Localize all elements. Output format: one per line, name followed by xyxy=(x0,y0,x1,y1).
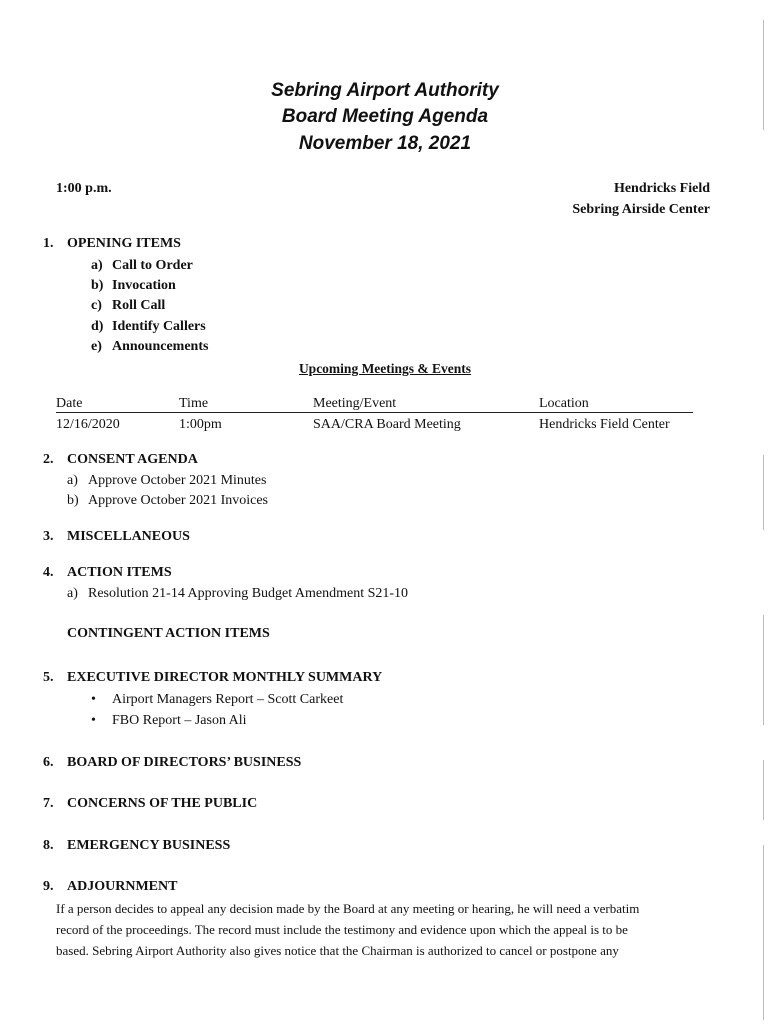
events-heading: Upcoming Meetings & Events xyxy=(298,361,472,376)
list-item-letter: b) xyxy=(91,278,104,293)
events-cell-location: Hendricks Field Center xyxy=(539,417,670,432)
section-8-title: EMERGENCY BUSINESS xyxy=(67,838,231,853)
list-item-letter: b) xyxy=(67,493,79,508)
section-5-number: 5. xyxy=(43,670,54,685)
list-item-letter: a) xyxy=(91,258,103,273)
location-line-2: Sebring Airside Center xyxy=(572,202,710,217)
section-1-number: 1. xyxy=(43,236,54,251)
events-header-rule xyxy=(56,412,693,413)
organization-title: Sebring Airport Authority xyxy=(271,80,499,101)
list-item: FBO Report – Jason Ali xyxy=(112,713,247,728)
scan-edge-mark xyxy=(763,845,764,1020)
list-item: Invocation xyxy=(112,278,176,293)
section-2-number: 2. xyxy=(43,452,54,467)
section-8-number: 8. xyxy=(43,838,54,853)
contingent-action-items-heading: CONTINGENT ACTION ITEMS xyxy=(67,626,270,641)
list-item-letter: c) xyxy=(91,298,102,313)
events-cell-date: 12/16/2020 xyxy=(56,417,120,432)
section-9-title: ADJOURNMENT xyxy=(67,879,178,894)
section-7-title: CONCERNS OF THE PUBLIC xyxy=(67,796,258,811)
scan-edge-mark xyxy=(763,615,764,725)
appeal-notice-line-2: record of the proceedings. The record must include the testimony and evidence upon which the appeal is to be xyxy=(56,922,628,937)
list-item: Airport Managers Report – Scott Carkeet xyxy=(112,692,344,707)
events-column-date: Date xyxy=(56,396,83,411)
section-9-number: 9. xyxy=(43,879,54,894)
section-3-title: MISCELLANEOUS xyxy=(67,529,190,544)
appeal-notice-line-3: based. Sebring Airport Authority also gives notice that the Chairman is authorized to cancel or postpone any xyxy=(56,943,619,958)
section-4-number: 4. xyxy=(43,565,54,580)
list-item: Announcements xyxy=(112,339,209,354)
section-3-number: 3. xyxy=(43,529,54,544)
list-item-letter: a) xyxy=(67,586,78,601)
list-item: Resolution 21-14 Approving Budget Amendment S21-10 xyxy=(88,586,409,601)
document-title: Board Meeting Agenda xyxy=(281,106,489,127)
scan-edge-mark xyxy=(763,760,764,820)
events-cell-time: 1:00pm xyxy=(179,417,222,432)
scan-edge-mark xyxy=(763,20,764,130)
section-4-title: ACTION ITEMS xyxy=(67,565,172,580)
section-7-number: 7. xyxy=(43,796,54,811)
list-item: Identify Callers xyxy=(112,319,206,334)
list-item: Call to Order xyxy=(112,258,193,273)
list-item-letter: e) xyxy=(91,339,102,354)
section-5-title: EXECUTIVE DIRECTOR MONTHLY SUMMARY xyxy=(67,670,383,685)
list-item: Approve October 2021 Minutes xyxy=(88,473,267,488)
section-2-title: CONSENT AGENDA xyxy=(67,452,198,467)
meeting-date: November 18, 2021 xyxy=(298,133,472,154)
events-column-location: Location xyxy=(539,396,589,411)
appeal-notice-line-1: If a person decides to appeal any decision made by the Board at any meeting or hearing, he will need a verbatim xyxy=(56,901,640,916)
list-item: Roll Call xyxy=(112,298,166,313)
location-line-1: Hendricks Field xyxy=(613,181,710,196)
section-1-title: OPENING ITEMS xyxy=(67,236,181,251)
list-item: Approve October 2021 Invoices xyxy=(88,493,269,508)
section-6-number: 6. xyxy=(43,755,54,770)
list-item-letter: d) xyxy=(91,319,104,334)
section-6-title: BOARD OF DIRECTORS’ BUSINESS xyxy=(67,755,302,770)
events-cell-event: SAA/CRA Board Meeting xyxy=(313,417,461,432)
bullet-icon: • xyxy=(91,692,96,707)
meeting-time: 1:00 p.m. xyxy=(56,181,112,196)
list-item-letter: a) xyxy=(67,473,78,488)
bullet-icon: • xyxy=(91,713,96,728)
events-column-time: Time xyxy=(179,396,209,411)
events-column-event: Meeting/Event xyxy=(313,396,397,411)
scan-edge-mark xyxy=(763,455,764,530)
